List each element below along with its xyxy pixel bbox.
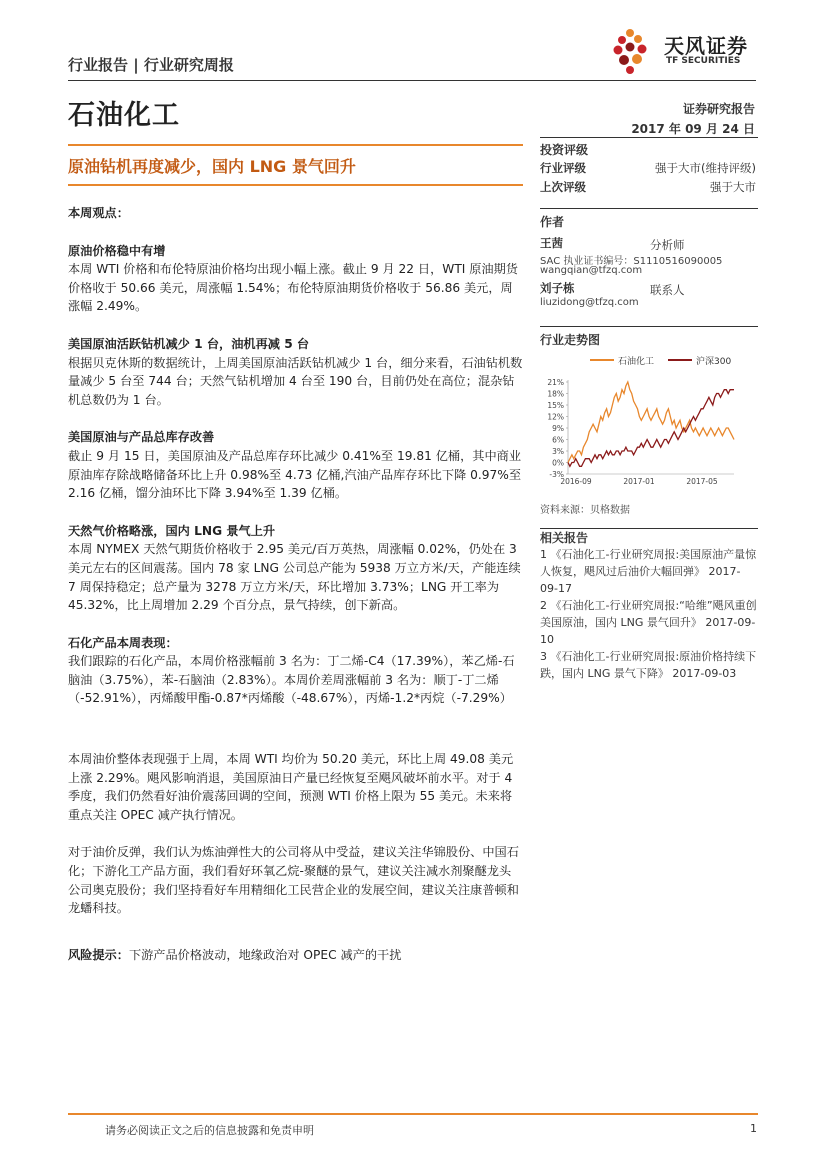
logo-mark-icon xyxy=(612,28,662,74)
y-tick-label: 18% xyxy=(547,389,564,399)
page-number: 1 xyxy=(750,1122,757,1135)
risk-body: 下游产品价格波动，地缘政治对 OPEC 减产的干扰 xyxy=(128,947,402,962)
section-body: 根据贝克休斯的数据统计，上周美国原油活跃钻机减少 1 台，细分来看，石油钻机数量减少 5 台至 744 台；天然气钻机增加 4 台至 190 台，目前仍处在高位；混杂钻机总数仍为 1 台。 xyxy=(68,355,523,407)
author-cert: SAC 执业证书编号：S1110516090005 xyxy=(540,256,723,267)
report-date: 2017 年 09 月 24 日 xyxy=(631,122,755,136)
author-role: 联系人 xyxy=(650,283,685,297)
x-tick-label: 2017-01 xyxy=(623,477,655,486)
section-body: 本周 NYMEX 天然气期货价格收于 2.95 美元/百万英热，周涨幅 0.02%，仍处在 3 美元左右的区间震荡。国内 78 家 LNG 公司总产能为 5938 万立方米/天，产能连续 7 周保持稳定；总产量为 3278 万立方米/天，环比增加 3.73%；LNG 开工率为 45.32%，比上周增加 2.29 个百分点，景气持续，创下新高。 xyxy=(68,542,521,613)
author-name: 刘子栋 xyxy=(540,281,575,295)
main-content xyxy=(68,204,523,964)
report-type: 证券研究报告 xyxy=(682,102,755,116)
prev-rating-value: 强于大市 xyxy=(710,180,756,194)
section-heading: 美国原油活跃钻机减少 1 台，油机再减 5 台 xyxy=(68,336,310,351)
logo-text-en: TF SECURITIES xyxy=(666,56,741,66)
author-role: 分析师 xyxy=(650,238,685,252)
y-tick-label: 9% xyxy=(552,424,564,433)
headline: 原油钻机再度减少，国内 LNG 景气回升 xyxy=(68,157,356,176)
section-body: 我们跟踪的石化产品，本周价格涨幅前 3 名为：丁二烯-C4（17.39%），苯乙烯-石脑油（3.75%），苯-石脑油（2.83%）。本周价差周涨幅前 3 名为：顺丁-丁二烯（-52.91%），丙烯酸甲酯-0.87*丙烯酸（-48.67%），丙烯-1.2*丙烷（-7.29%） xyxy=(68,654,515,706)
sector-title: 石油化工 xyxy=(68,100,180,131)
section-heading: 美国原油与产品总库存改善 xyxy=(68,430,215,445)
header-divider xyxy=(68,80,756,81)
y-tick-label: 12% xyxy=(547,412,564,422)
trend-heading: 行业走势图 xyxy=(540,333,601,347)
prev-rating-row xyxy=(540,179,756,195)
y-tick-label: 21% xyxy=(547,378,564,387)
logo-text-cn: 天风证券 xyxy=(664,34,748,58)
x-tick-label: 2017-05 xyxy=(686,477,718,486)
y-tick-label: 0% xyxy=(552,458,564,468)
section-heading: 原油价格稳中有增 xyxy=(68,243,166,258)
y-tick-label: 15% xyxy=(547,401,564,410)
recommendation-paragraph: 对于油价反弹，我们认为炼油弹性大的公司将从中受益，建议关注华锦股份、中国石化；下游化工产品方面，我们看好环氧乙烷-聚醚的景气，建议关注减水剂聚醚龙头公司奥克股份；我们坚持看好车用精细化工民营企业的发展空间，建议关注康普顿和龙蟠科技。 xyxy=(68,845,519,916)
footer-disclaimer: 请务必阅读正文之后的信息披露和免责申明 xyxy=(105,1124,314,1137)
industry-rating-value: 强于大市(维持评级) xyxy=(655,161,756,175)
series-line xyxy=(568,382,734,463)
industry-rating-label: 行业评级 xyxy=(540,161,586,175)
series-line xyxy=(568,390,734,467)
risk-label: 风险提示： xyxy=(68,947,129,962)
y-tick-label: 3% xyxy=(552,447,564,456)
y-tick-label: -3% xyxy=(549,470,564,479)
trend-chart-svg xyxy=(538,344,756,494)
legend-label: 沪深300 xyxy=(696,357,732,367)
industry-trend-chart xyxy=(538,344,756,494)
tf-securities-logo xyxy=(612,28,762,74)
x-tick-label: 2016-09 xyxy=(560,477,592,486)
chart-source: 资料来源：贝格数据 xyxy=(540,505,630,516)
author-heading: 作者 xyxy=(540,215,565,229)
summary-paragraph: 本周油价整体表现强于上周，本周 WTI 均价为 50.20 美元，环比上周 49.08 美元上涨 2.29%。飓风影响消退，美国原油日产量已经恢复至飓风破坏前水平。对于 4 季度，我们仍然看好油价震荡回调的空间，预测 WTI 价格上限为 55 美元。未来将重点关注 OPEC 减产执行情况。 xyxy=(68,752,514,822)
section-body: 本周 WTI 价格和布伦特原油价格均出现小幅上涨。截止 9 月 22 日，WTI 原油期货价格收于 50.66 美元，周涨幅 1.54%；布伦特原油期货价格收于 56.86 美元，周涨幅 2.49%。 xyxy=(68,262,518,314)
related-reports xyxy=(540,546,758,682)
prev-rating-label: 上次评级 xyxy=(540,180,586,194)
author-email[interactable]: wangqian@tfzq.com xyxy=(540,265,643,276)
headline-top-rule xyxy=(68,144,523,146)
risk-warning xyxy=(68,946,523,965)
related-report-link[interactable]: 1 《石油化工-行业研究周报:美国原油产量惊人恢复，飓风过后油价大幅回弹》 2017-09-17 xyxy=(540,548,757,595)
report-category: 行业报告 | 行业研究周报 xyxy=(68,56,234,74)
industry-rating-row xyxy=(540,160,756,176)
related-heading: 相关报告 xyxy=(540,531,589,545)
related-report-link[interactable]: 3 《石油化工-行业研究周报:原油价格持续下跌，国内 LNG 景气下降》 2017-09-03 xyxy=(540,650,757,680)
section-body: 截止 9 月 15 日，美国原油及产品总库存环比减少 0.41%至 19.81 亿桶，其中商业原油库存除战略储备环比上升 0.98%至 4.73 亿桶,汽油产品库存环比下降 0.97%至 2.16 亿桶，馏分油环比下降 3.94%至 1.39 亿桶。 xyxy=(68,448,522,501)
sidebar-divider xyxy=(540,326,758,327)
y-tick-label: 6% xyxy=(552,435,564,445)
section-heading: 石化产品本周表现： xyxy=(68,635,178,650)
author-email[interactable]: liuzidong@tfzq.com xyxy=(540,297,639,308)
rating-heading: 投资评级 xyxy=(540,143,589,157)
section-heading: 天然气价格略涨，国内 LNG 景气上升 xyxy=(68,523,276,538)
headline-bottom-rule xyxy=(68,184,523,186)
legend-label: 石油化工 xyxy=(618,357,655,367)
author-name: 王茜 xyxy=(540,236,563,250)
intro-heading: 本周观点： xyxy=(68,206,129,220)
footer-rule xyxy=(68,1113,758,1115)
sidebar-divider xyxy=(540,208,758,209)
related-report-link[interactable]: 2 《石油化工-行业研究周报:“哈维”飓风重创美国原油，国内 LNG 景气回升》 2017-09-10 xyxy=(540,599,757,646)
sidebar-divider xyxy=(540,137,758,138)
